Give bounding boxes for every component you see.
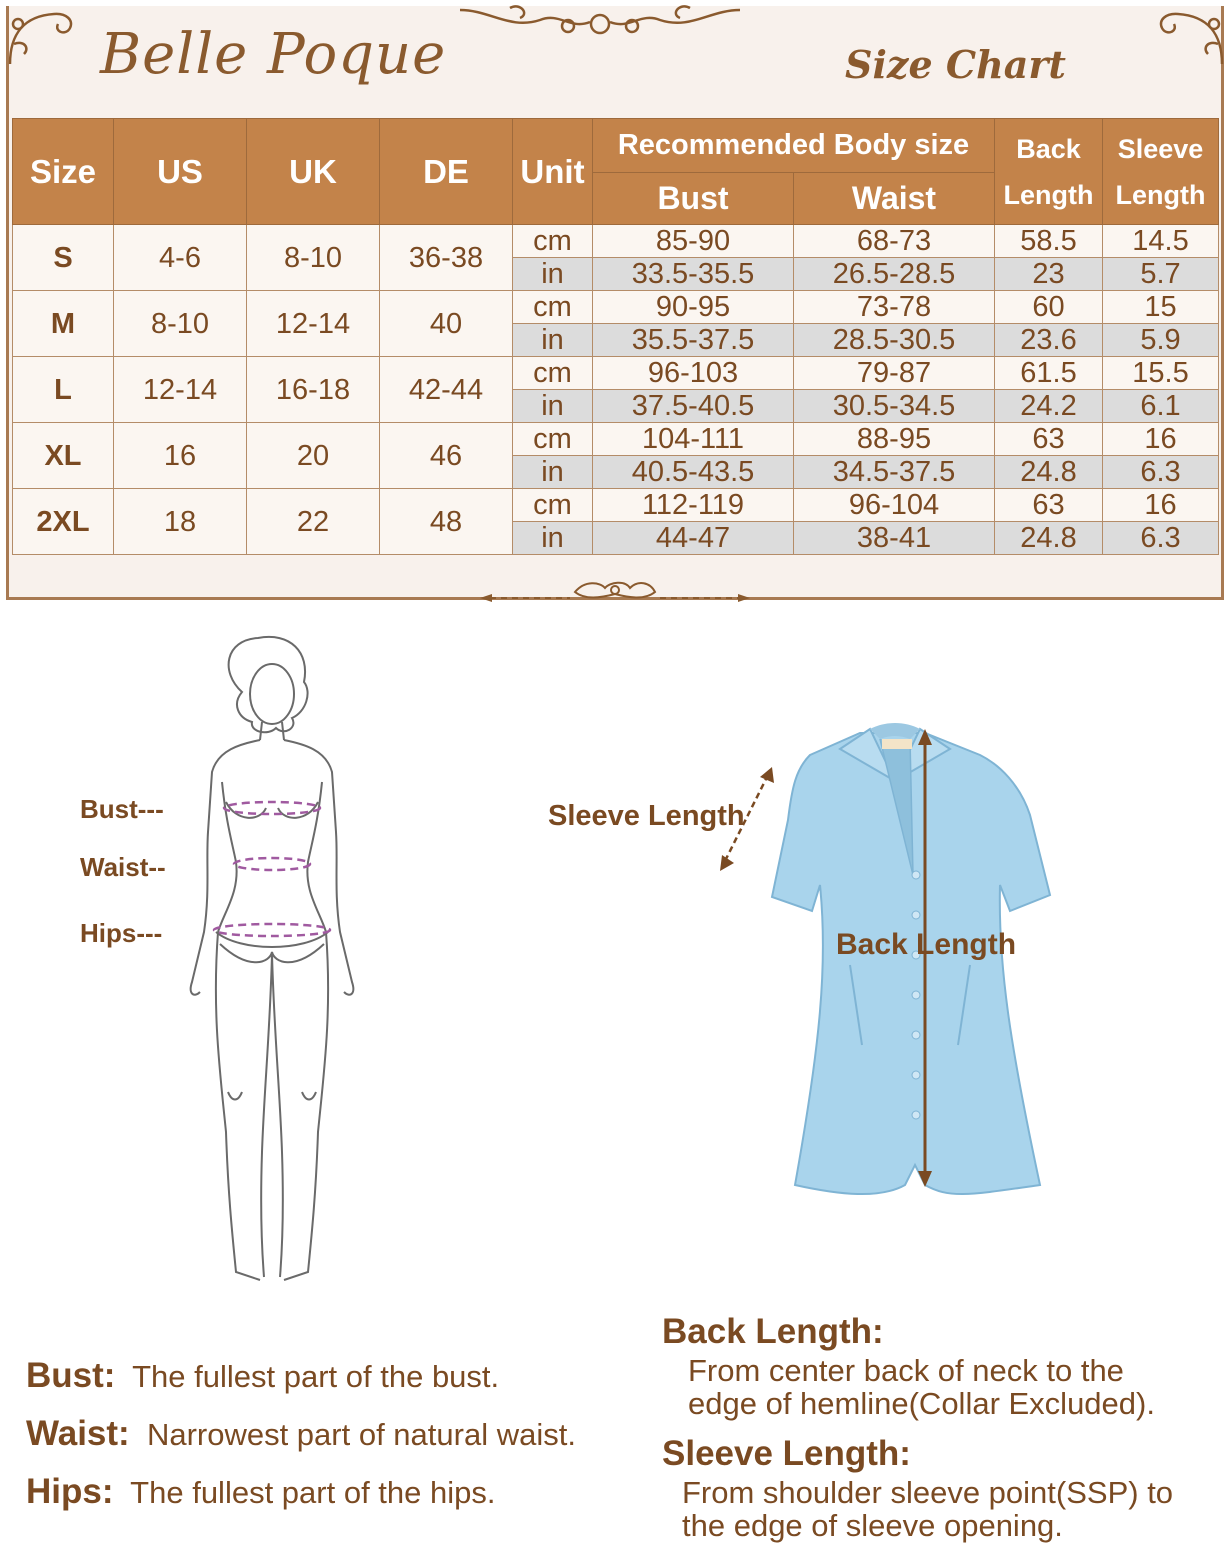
body-figure-illustration (180, 632, 370, 1292)
top-right-corner-ornament (1148, 4, 1228, 74)
header-de: DE (380, 119, 513, 225)
de-cell: 46 (380, 423, 513, 489)
sleeve-length-cell: 6.3 (1103, 456, 1219, 489)
size-cell: XL (13, 423, 114, 489)
unit-cell: in (513, 456, 593, 489)
header-size: Size (13, 119, 114, 225)
uk-cell: 20 (247, 423, 380, 489)
header-unit: Unit (513, 119, 593, 225)
definition-hips-term: Hips: (26, 1472, 114, 1511)
back-length-cell: 24.8 (995, 522, 1103, 555)
back-length-cell: 61.5 (995, 357, 1103, 390)
definition-bust-term: Bust: (26, 1356, 116, 1395)
sleeve-length-description-line2: the edge of sleeve opening. (682, 1508, 1063, 1543)
figure-label-bust: Bust--- (80, 794, 164, 824)
size-cell: L (13, 357, 114, 423)
back-length-cell: 63 (995, 423, 1103, 456)
waist-cell: 28.5-30.5 (794, 324, 995, 357)
unit-cell: cm (513, 225, 593, 258)
sleeve-length-cell: 5.9 (1103, 324, 1219, 357)
size-cell: S (13, 225, 114, 291)
back-length-cell: 24.8 (995, 456, 1103, 489)
bust-cell: 104-111 (593, 423, 794, 456)
bottom-flourish-ornament (480, 574, 750, 614)
table-row (13, 225, 1219, 258)
header-back-length-line2: Length (1003, 179, 1094, 210)
bust-cell: 96-103 (593, 357, 794, 390)
header-waist: Waist (794, 173, 995, 225)
sleeve-length-cell: 5.7 (1103, 258, 1219, 291)
waist-cell: 26.5-28.5 (794, 258, 995, 291)
definition-bust-text: The fullest part of the bust. (132, 1359, 500, 1394)
us-cell: 18 (114, 489, 247, 555)
definition-waist-term: Waist: (26, 1414, 130, 1453)
back-length-cell: 63 (995, 489, 1103, 522)
back-length-cell: 23 (995, 258, 1103, 291)
us-cell: 12-14 (114, 357, 247, 423)
sleeve-length-callout: Sleeve Length (548, 800, 745, 832)
sleeve-length-cell: 16 (1103, 423, 1219, 456)
header-sleeve-length-line1: Sleeve (1117, 133, 1204, 164)
de-cell: 40 (380, 291, 513, 357)
header-bust: Bust (593, 173, 794, 225)
definition-waist (26, 1414, 576, 1454)
size-cell: M (13, 291, 114, 357)
unit-cell: in (513, 522, 593, 555)
bust-cell: 40.5-43.5 (593, 456, 794, 489)
unit-cell: cm (513, 489, 593, 522)
table-row (13, 489, 1219, 522)
waist-cell: 34.5-37.5 (794, 456, 995, 489)
header-uk: UK (247, 119, 380, 225)
sleeve-length-cell: 16 (1103, 489, 1219, 522)
header-back-length (995, 119, 1103, 225)
back-length-callout: Back Length (836, 928, 1017, 961)
waist-cell: 38-41 (794, 522, 995, 555)
header-us: US (114, 119, 247, 225)
bust-cell: 33.5-35.5 (593, 258, 794, 291)
sleeve-length-description (682, 1476, 1173, 1542)
definition-hips (26, 1472, 495, 1512)
waist-cell: 88-95 (794, 423, 995, 456)
sleeve-length-cell: 14.5 (1103, 225, 1219, 258)
top-left-corner-ornament (4, 4, 84, 74)
unit-cell: in (513, 324, 593, 357)
back-length-description-line2: edge of hemline(Collar Excluded). (688, 1386, 1155, 1421)
figure-label-hips: Hips--- (80, 918, 163, 948)
uk-cell: 22 (247, 489, 380, 555)
waist-cell: 30.5-34.5 (794, 390, 995, 423)
back-length-heading: Back Length: (662, 1312, 884, 1351)
unit-cell: in (513, 390, 593, 423)
bust-cell: 112-119 (593, 489, 794, 522)
de-cell: 42-44 (380, 357, 513, 423)
bust-cell: 35.5-37.5 (593, 324, 794, 357)
waist-cell: 73-78 (794, 291, 995, 324)
definition-hips-text: The fullest part of the hips. (130, 1475, 496, 1510)
unit-cell: cm (513, 291, 593, 324)
header-recommended-body-size: Recommended Body size (593, 119, 995, 173)
de-cell: 48 (380, 489, 513, 555)
us-cell: 4-6 (114, 225, 247, 291)
us-cell: 16 (114, 423, 247, 489)
table-row (13, 357, 1219, 390)
bust-cell: 37.5-40.5 (593, 390, 794, 423)
bust-cell: 85-90 (593, 225, 794, 258)
definition-waist-text: Narrowest part of natural waist. (146, 1417, 576, 1452)
header-sleeve-length (1103, 119, 1219, 225)
back-length-cell: 23.6 (995, 324, 1103, 357)
table-row (13, 423, 1219, 456)
size-chart-title: Size Chart (845, 42, 1066, 87)
back-length-description-line1: From center back of neck to the (688, 1353, 1124, 1388)
sleeve-length-cell: 15 (1103, 291, 1219, 324)
header-sleeve-length-line2: Length (1115, 179, 1206, 210)
unit-cell: in (513, 258, 593, 291)
back-length-cell: 60 (995, 291, 1103, 324)
de-cell: 36-38 (380, 225, 513, 291)
size-table (12, 118, 1219, 555)
us-cell: 8-10 (114, 291, 247, 357)
back-length-description (688, 1354, 1155, 1420)
sleeve-length-description-line1: From shoulder sleeve point(SSP) to (682, 1475, 1174, 1510)
uk-cell: 8-10 (247, 225, 380, 291)
bust-cell: 90-95 (593, 291, 794, 324)
definition-bust (26, 1356, 499, 1396)
table-row (13, 291, 1219, 324)
back-length-cell: 58.5 (995, 225, 1103, 258)
unit-cell: cm (513, 423, 593, 456)
sleeve-length-cell: 15.5 (1103, 357, 1219, 390)
uk-cell: 16-18 (247, 357, 380, 423)
size-cell: 2XL (13, 489, 114, 555)
figure-label-waist: Waist-- (80, 852, 166, 882)
brand-logo-text: Belle Poque (100, 22, 447, 87)
unit-cell: cm (513, 357, 593, 390)
top-flourish-ornament (450, 0, 750, 48)
waist-cell: 79-87 (794, 357, 995, 390)
bust-cell: 44-47 (593, 522, 794, 555)
sleeve-length-cell: 6.1 (1103, 390, 1219, 423)
header-back-length-line1: Back (1016, 133, 1081, 164)
back-length-cell: 24.2 (995, 390, 1103, 423)
uk-cell: 12-14 (247, 291, 380, 357)
waist-cell: 96-104 (794, 489, 995, 522)
sleeve-length-cell: 6.3 (1103, 522, 1219, 555)
sleeve-length-heading: Sleeve Length: (662, 1434, 911, 1473)
waist-cell: 68-73 (794, 225, 995, 258)
